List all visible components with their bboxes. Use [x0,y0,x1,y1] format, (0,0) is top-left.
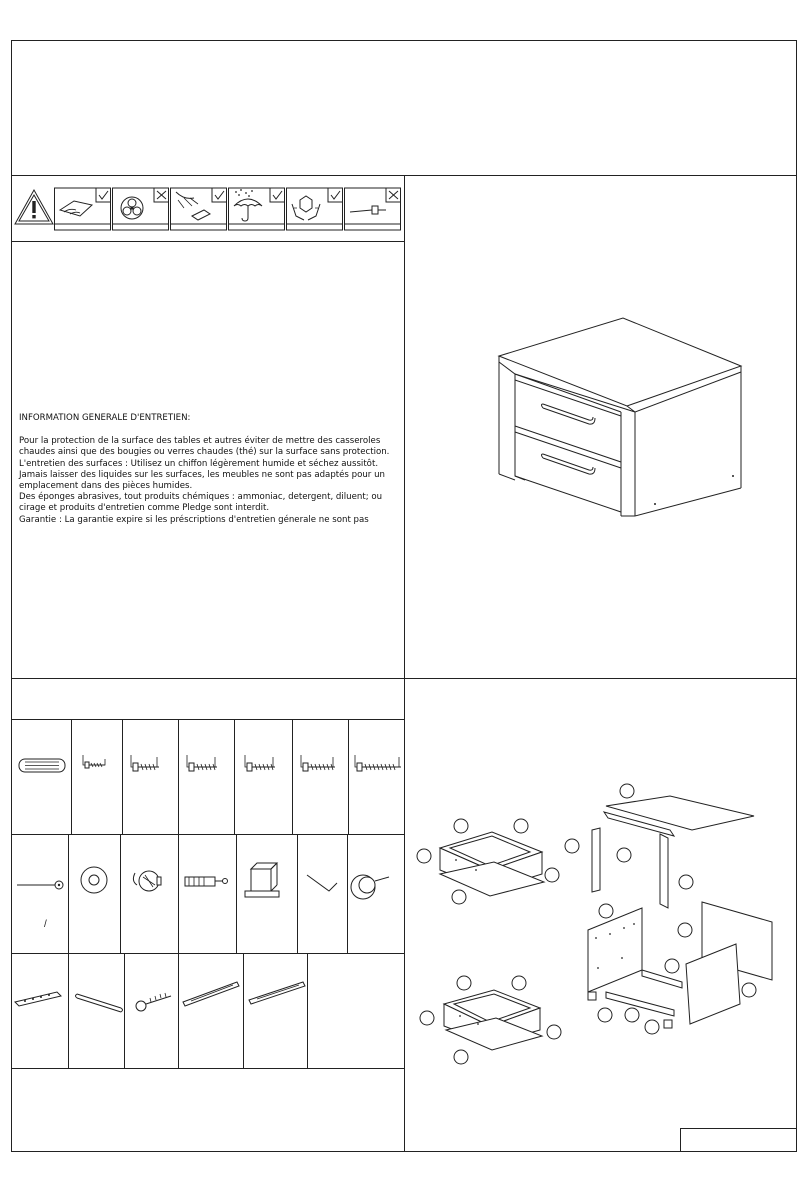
drawer-runner-icon [249,982,305,1004]
drawer-assembly-1 [440,832,544,896]
divider-icons [11,241,404,242]
hardware-items-row-1 [11,719,404,835]
screw-icon [83,755,105,768]
nail-icon [17,881,63,889]
fragile-hands-icon [287,188,343,230]
furniture-glide-icon [351,875,389,899]
nightstand-illustration [495,316,747,522]
wall-plug-icon [185,877,228,886]
carcass-panels [588,902,772,1028]
warning-triangle-icon [15,190,53,224]
long-screw-icon [355,755,401,771]
connector-plate-icon [15,992,61,1006]
cam-lock-icon [133,871,161,891]
hardware-note: / [44,919,47,930]
screw-icon [187,755,217,771]
maintenance-line: emplacement dans des pièces humides. [19,481,193,492]
maintenance-line: Des éponges abrasives, tout produits chémiques : ammoniac, detergent, diluent; ou [19,492,383,503]
damp-cloth-icon [55,188,111,230]
rain-umbrella-icon [229,188,285,230]
label-box [680,1128,797,1152]
maintenance-line: chaudes ainsi que des bougies ou verres chaudes (thé) sur la surface sans protection. [19,447,390,458]
bracket-icon [245,863,279,897]
nail-icon [345,188,401,230]
screw-icon [131,755,159,771]
hardware-items-row-3 [11,954,404,1069]
hardware-items-row-2 [11,835,404,954]
maintenance-line: Jamais laisser des liquides sur les surfaces, les meubles ne sont pas adaptés pour un [19,469,385,480]
maintenance-heading: INFORMATION GENERALE D'ENTRETIEN: [19,413,191,423]
divider-vertical [404,175,405,1152]
drawer-assembly-2 [444,990,542,1050]
exploded-assembly [410,778,790,1068]
maintenance-line: L'entretien des surfaces : Utilisez un chiffon légèrement humide et séchez aussitôt. [19,458,379,469]
wooden-dowel-icon [19,759,65,772]
maintenance-line: Garantie : La garantie expire si les préscriptions d'entretien génerale ne sont pas [19,514,369,525]
drawer-runner-icon [183,982,239,1006]
screw-icon [301,755,335,771]
bolt-screw-icon [136,993,171,1011]
carcass-top [592,796,754,908]
screw-icon [245,755,275,771]
care-icons-strip [12,186,404,232]
cam-bolt-icon [81,867,107,893]
maintenance-line: cirage et produits d'entretien comme Pledge sont interdit. [19,503,270,514]
allen-key-icon [307,875,337,891]
maintenance-info [19,413,391,526]
maintenance-line: Pour la protection de la surface des tables et autres éviter de mettre des casseroles [19,436,381,447]
drawer-handle-icon [76,994,123,1012]
chemicals-icon [113,188,169,230]
sunlight-icon [171,188,227,230]
